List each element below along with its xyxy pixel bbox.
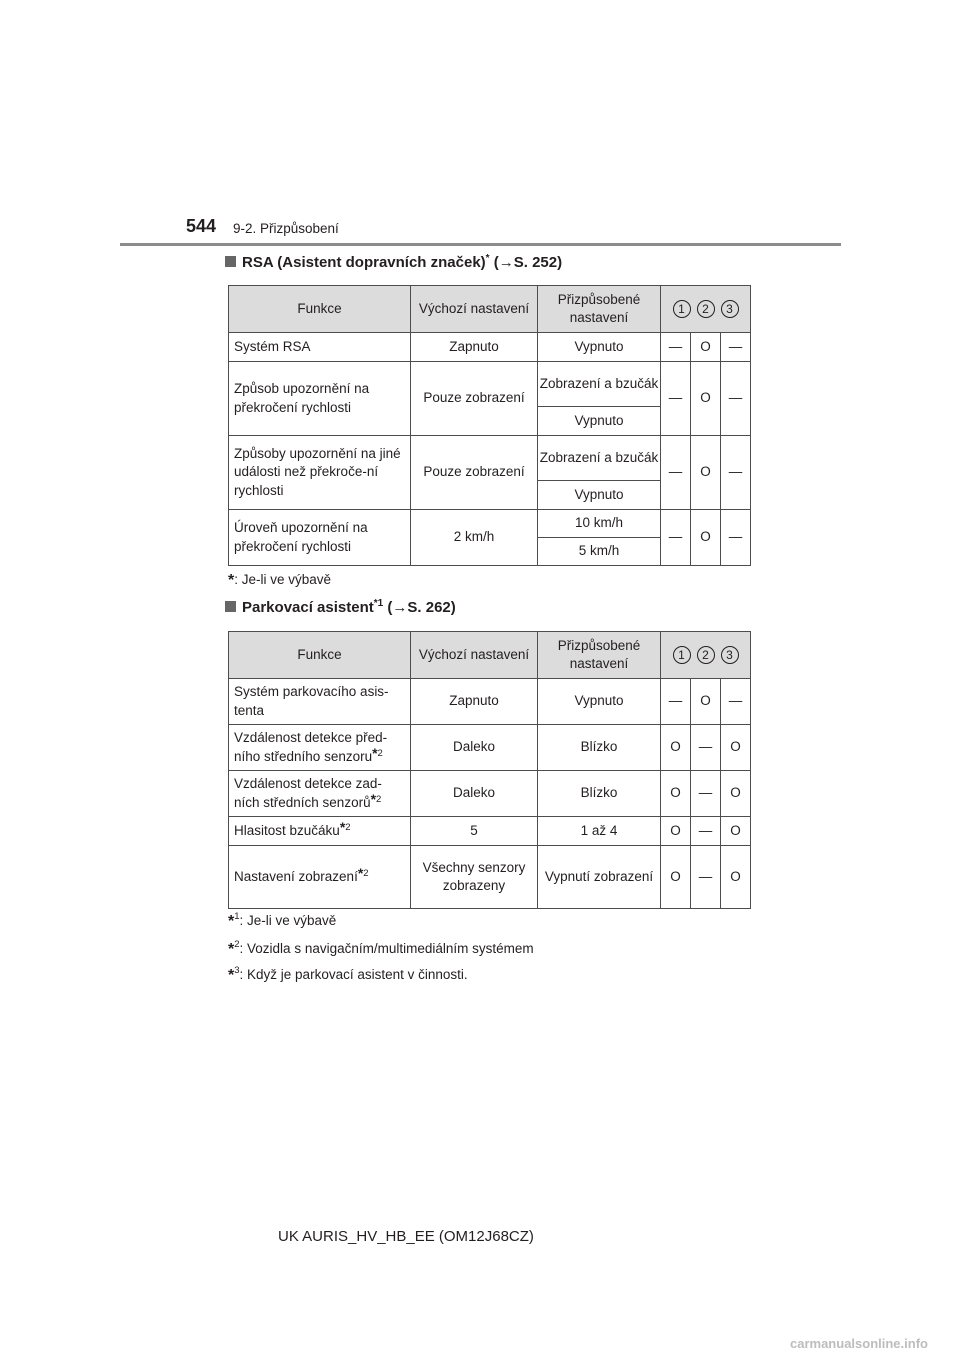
parking-settings-table (228, 631, 751, 909)
col-header-methods (661, 632, 751, 679)
method-3-icon: 3 (721, 646, 739, 664)
page-ref-link[interactable]: S. 262) (407, 599, 456, 616)
col-header-methods (661, 286, 751, 333)
default-cell: Zapnuto (411, 333, 538, 362)
footnote-marker: * (228, 572, 235, 589)
watermark: carmanualsonline.info (790, 1336, 928, 1351)
footnote-marker: * (228, 967, 235, 984)
chapter-title: 9-2. Přizpůsobení (233, 221, 339, 236)
function-cell: Způsob upozornění na překročení rychlosti (229, 362, 411, 436)
section-title-rsa (225, 254, 562, 271)
section-bullet-icon (225, 601, 236, 612)
method-2-icon: 2 (697, 300, 715, 318)
method-1-cell: O (661, 771, 691, 817)
function-cell: Vzdálenost detekce před-ního středního senzoru$^{*2}$ (229, 725, 411, 771)
method-1-icon: 1 (673, 300, 691, 318)
ref-arrow-icon: → (392, 599, 408, 616)
table-header-row (229, 632, 751, 679)
function-cell: Nastavení zobrazení$^{*2}$ (229, 846, 411, 909)
custom-cell: 1 až 4 (538, 817, 661, 846)
default-cell: Pouze zobrazení (411, 436, 538, 510)
method-2-cell: O (691, 362, 721, 436)
method-1-cell: O (661, 846, 691, 909)
table-row (229, 436, 751, 481)
default-cell: Pouze zobrazení (411, 362, 538, 436)
footnote-text: : Je-li ve výbavě (239, 913, 337, 928)
footnote-ref: *2 (357, 864, 369, 881)
table-row (229, 817, 751, 846)
col-header-function: Funkce (229, 632, 411, 679)
method-3-cell: O (721, 725, 751, 771)
ref-open-paren: ( (493, 254, 499, 271)
method-3-cell: — (721, 510, 751, 566)
footnote-number: 2 (234, 939, 240, 950)
title-footnote-marker: * (485, 253, 490, 264)
method-2-cell: — (691, 817, 721, 846)
method-1-cell: — (661, 362, 691, 436)
footnote-ref: *2 (339, 818, 351, 835)
custom-cell: Vypnuto (538, 679, 661, 725)
method-3-cell: O (721, 817, 751, 846)
section-title-parking (225, 599, 456, 616)
footnote-2 (228, 941, 534, 959)
custom-cell: Vypnuto (538, 333, 661, 362)
section-title-text: Parkovací asistent (242, 599, 374, 616)
footnote-ref: *2 (370, 790, 382, 807)
default-cell: Daleko (411, 725, 538, 771)
col-header-function: Funkce (229, 286, 411, 333)
title-footnote-marker: *1 (373, 598, 384, 609)
method-2-cell: O (691, 679, 721, 725)
col-header-custom: Přizpůsobené nastavení (538, 632, 661, 679)
custom-cell: Vypnuto (538, 481, 661, 510)
function-cell: Systém parkovacího asis-tenta (229, 679, 411, 725)
method-1-cell: O (661, 725, 691, 771)
table-row (229, 846, 751, 909)
method-2-cell: O (691, 333, 721, 362)
default-cell: 5 (411, 817, 538, 846)
method-3-cell: O (721, 771, 751, 817)
custom-cell: Vypnuto (538, 407, 661, 436)
col-header-default: Výchozí nastavení (411, 632, 538, 679)
footnote-text: : Když je parkovací asistent v činnosti. (239, 967, 468, 982)
document-code: UK AURIS_HV_HB_EE (OM12J68CZ) (278, 1228, 534, 1245)
footnote-rsa (228, 572, 331, 590)
method-2-cell: — (691, 725, 721, 771)
function-cell: Hlasitost bzučáku$^{*2}$ (229, 817, 411, 846)
method-1-icon: 1 (673, 646, 691, 664)
footnote-number: 3 (234, 965, 240, 976)
default-cell: Daleko (411, 771, 538, 817)
function-cell: Systém RSA (229, 333, 411, 362)
col-header-custom: Přizpůsobené nastavení (538, 286, 661, 333)
method-1-cell: — (661, 510, 691, 566)
table-row (229, 679, 751, 725)
function-cell: Vzdálenost detekce zad-ních středních senzorů$^{*2}$ (229, 771, 411, 817)
section-title-text: RSA (Asistent dopravních značek) (242, 254, 486, 271)
footnote-ref: *2 (372, 744, 383, 761)
footnote-marker: * (228, 913, 235, 930)
footnote-3 (228, 967, 468, 985)
table-header-row (229, 286, 751, 333)
table-row (229, 362, 751, 407)
table-row (229, 771, 751, 817)
custom-cell: Blízko (538, 725, 661, 771)
method-1-cell: — (661, 333, 691, 362)
method-1-cell: — (661, 679, 691, 725)
page-number: 544 (186, 216, 217, 236)
header-divider (120, 243, 841, 246)
default-cell: 2 km/h (411, 510, 538, 566)
col-header-default: Výchozí nastavení (411, 286, 538, 333)
method-1-cell: O (661, 817, 691, 846)
method-2-cell: — (691, 846, 721, 909)
method-2-icon: 2 (697, 646, 715, 664)
method-2-cell: O (691, 510, 721, 566)
footnote-number: 1 (234, 911, 240, 922)
function-cell: Způsoby upozornění na jiné události než překroče-ní rychlosti (229, 436, 411, 510)
page-ref-link[interactable]: S. 252) (513, 254, 563, 271)
method-3-cell: — (721, 679, 751, 725)
function-cell: Úroveň upozornění na překročení rychlosti (229, 510, 411, 566)
method-1-cell: — (661, 436, 691, 510)
method-2-cell: O (691, 436, 721, 510)
method-3-cell: — (721, 362, 751, 436)
footnote-marker: * (228, 941, 235, 958)
table-row (229, 333, 751, 362)
custom-cell: Blízko (538, 771, 661, 817)
default-cell: Zapnuto (411, 679, 538, 725)
custom-cell: Zobrazení a bzučák (538, 436, 661, 481)
footnote-1 (228, 913, 336, 931)
custom-cell: Vypnutí zobrazení (538, 846, 661, 909)
table-row (229, 725, 751, 771)
method-3-cell: — (721, 333, 751, 362)
footnote-text: : Je-li ve výbavě (234, 572, 332, 587)
method-3-cell: O (721, 846, 751, 909)
custom-cell: 10 km/h (538, 510, 661, 538)
table-row (229, 510, 751, 538)
footnote-text: : Vozidla s navigačním/multimediálním systémem (239, 941, 534, 956)
method-3-cell: — (721, 436, 751, 510)
method-2-cell: — (691, 771, 721, 817)
custom-cell: 5 km/h (538, 538, 661, 566)
custom-cell: Zobrazení a bzučák (538, 362, 661, 407)
method-3-icon: 3 (721, 300, 739, 318)
ref-arrow-icon: → (498, 254, 514, 271)
rsa-settings-table (228, 285, 751, 566)
ref-open-paren: ( (387, 599, 393, 616)
section-bullet-icon (225, 256, 236, 267)
default-cell: Všechny senzory zobrazeny (411, 846, 538, 909)
